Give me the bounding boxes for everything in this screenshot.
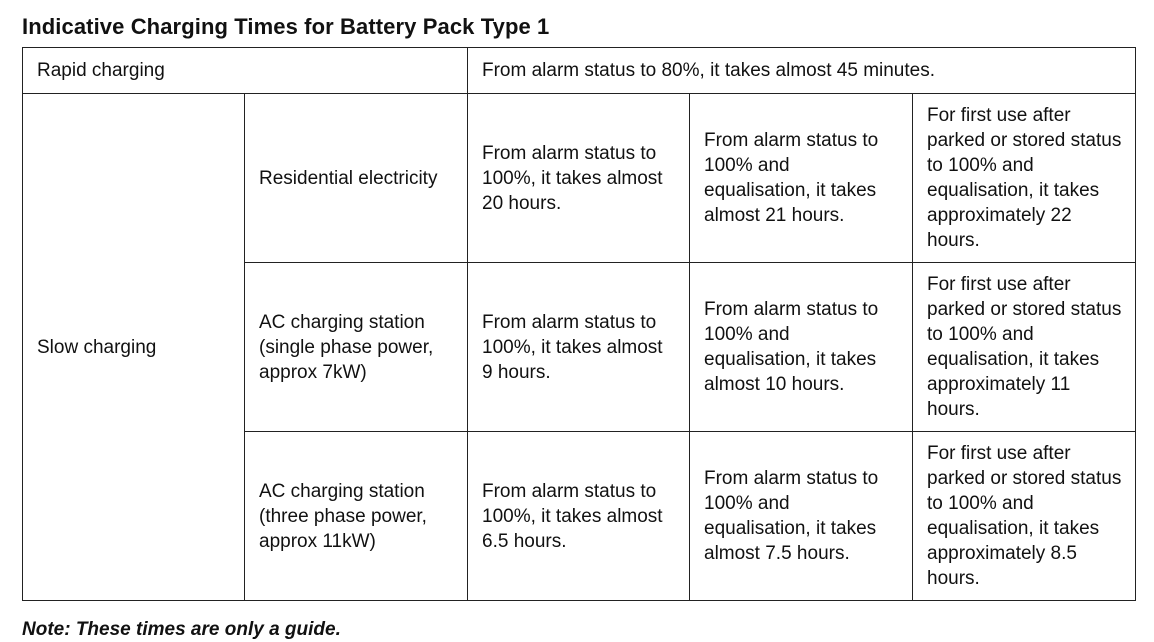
equalisation-cell: From alarm status to 100% and equalisation, it takes almost 21 hours.	[690, 94, 913, 263]
first-use-cell: For first use after parked or stored status to 100% and equalisation, it takes approximately 22 hours.	[913, 94, 1136, 263]
slow-charging-label: Slow charging	[23, 94, 245, 601]
footnote: Note: These times are only a guide.	[22, 619, 341, 640]
table-row-rapid	[23, 48, 1136, 94]
to-full-cell: From alarm status to 100%, it takes almost 20 hours.	[468, 94, 690, 263]
charging-source-cell: AC charging station (single phase power, approx 7kW)	[245, 263, 468, 432]
rapid-charging-description: From alarm status to 80%, it takes almost 45 minutes.	[468, 48, 1136, 94]
charging-times-table	[22, 47, 1136, 601]
to-full-cell: From alarm status to 100%, it takes almost 6.5 hours.	[468, 432, 690, 601]
charging-source-cell: Residential electricity	[245, 94, 468, 263]
equalisation-cell: From alarm status to 100% and equalisation, it takes almost 7.5 hours.	[690, 432, 913, 601]
rapid-charging-label: Rapid charging	[23, 48, 468, 94]
first-use-cell: For first use after parked or stored status to 100% and equalisation, it takes approximately 11 hours.	[913, 263, 1136, 432]
equalisation-cell: From alarm status to 100% and equalisation, it takes almost 10 hours.	[690, 263, 913, 432]
page-title: Indicative Charging Times for Battery Pack Type 1	[22, 14, 550, 39]
charging-source-cell: AC charging station (three phase power, approx 11kW)	[245, 432, 468, 601]
to-full-cell: From alarm status to 100%, it takes almost 9 hours.	[468, 263, 690, 432]
first-use-cell: For first use after parked or stored status to 100% and equalisation, it takes approximately 8.5 hours.	[913, 432, 1136, 601]
table-row	[23, 94, 1136, 263]
